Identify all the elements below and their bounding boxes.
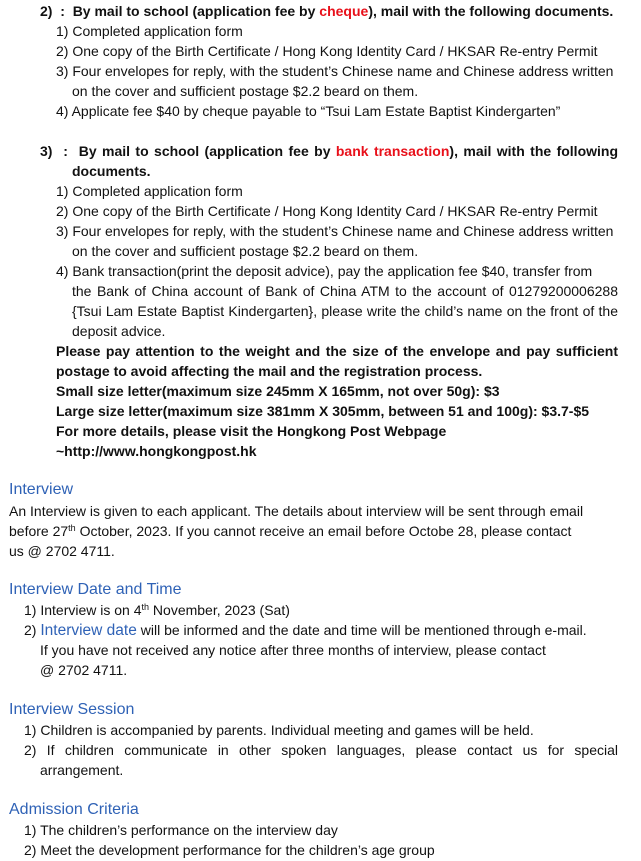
more-details-note: For more details, please visit the Hongkong Post Webpage — [56, 423, 447, 439]
item-text: Meet the development performance for the children’s age group — [40, 842, 435, 858]
sec2-item-3-cont: on the cover and sufficient postage $2.2 beard on them. — [72, 83, 419, 99]
hongkong-post-link[interactable]: ~http://www.hongkongpost.hk — [56, 443, 257, 459]
sec2-title-pre: By mail to school (application fee by — [72, 3, 320, 19]
sec2-number: 2) — [40, 3, 53, 19]
sec3-item-4-cont-1: the Bank of China account of Bank of China ATM to the account of 01279200006288 — [72, 283, 618, 299]
criteria-item-2 — [24, 840, 435, 860]
postage-note-1: Please pay attention to the weight and the size of the envelope and pay sufficient — [56, 343, 618, 359]
interview-contact: us @ 2702 4711. — [9, 543, 115, 559]
item-number: 1) — [24, 822, 37, 838]
sec2-colon: : — [60, 3, 65, 19]
interview-date-time-heading: Interview Date and Time — [9, 581, 182, 598]
item-number: 1) — [24, 602, 37, 618]
sec3-item-2 — [56, 201, 598, 221]
item-text: Applicate fee $40 by cheque payable to “Tsui Lam Estate Baptist Kindergarten” — [71, 103, 561, 119]
interview-date-highlight: Interview date — [40, 622, 137, 639]
interview-date-prefix: before 27 — [9, 523, 69, 539]
item-text-rest: November, 2023 (Sat) — [149, 602, 290, 618]
item-number: 2) — [24, 622, 37, 638]
sec3-title-post: ), mail with the following — [449, 143, 618, 159]
item-number: 4) — [56, 103, 69, 119]
item-text: The children’s performance on the interview day — [40, 822, 338, 838]
item-text: If children communicate in other spoken languages, please contact us for special — [46, 742, 618, 758]
item-number: 3) — [56, 63, 69, 79]
sec2-item-3 — [56, 61, 613, 81]
item-text: One copy of the Birth Certificate / Hong Kong Identity Card / HKSAR Re-entry Permit — [72, 43, 598, 59]
item-text: Children is accompanied by parents. Individual meeting and games will be held. — [40, 722, 534, 738]
date-time-item-1 — [24, 600, 290, 620]
item-text: Completed application form — [72, 23, 243, 39]
item-number: 1) — [24, 722, 37, 738]
sec2-heading — [40, 1, 613, 21]
ordinal-suffix: th — [68, 523, 76, 533]
date-time-item-2 — [24, 620, 587, 641]
interview-text-1: An Interview is given to each applicant. The details about interview will be sent through email — [9, 503, 584, 519]
sec2-item-4 — [56, 101, 560, 121]
item-text: Bank transaction(print the deposit advice), pay the application fee $40, transfer from — [72, 263, 593, 279]
interview-heading: Interview — [9, 481, 74, 498]
item-text: Four envelopes for reply, with the student’s Chinese name and Chinese address written — [72, 223, 614, 239]
sec3-item-4-cont-2: {Tsui Lam Estate Baptist Kindergarten}, please write the child’s name on the front of the — [72, 303, 618, 319]
ordinal-suffix: th — [141, 602, 150, 612]
sec3-heading-cont: documents. — [72, 163, 151, 179]
date-time-item-2-cont-1: If you have not received any notice after three months of interview, please contact — [40, 642, 546, 658]
sec3-item-3-cont: on the cover and sufficient postage $2.2 beard on them. — [72, 243, 419, 259]
item-text: Interview is on 4 — [40, 602, 142, 618]
sec3-item-4-cont-3: deposit advice. — [72, 323, 166, 339]
sec2-title-post: ), mail with the following documents. — [368, 3, 614, 19]
sec2-item-2 — [56, 41, 598, 61]
sec3-item-4 — [56, 261, 592, 281]
admission-criteria-heading: Admission Criteria — [9, 801, 139, 818]
sec3-item-1 — [56, 181, 243, 201]
sec2-cheque-highlight: cheque — [319, 3, 369, 19]
sec3-item-3 — [56, 221, 613, 241]
sec3-bank-highlight: bank transaction — [335, 143, 450, 159]
sec3-number: 3) — [40, 143, 53, 159]
item-number: 2) — [56, 203, 69, 219]
item-number: 2) — [24, 742, 37, 758]
item-number: 2) — [56, 43, 69, 59]
sec2-item-1 — [56, 21, 243, 41]
item-number: 4) — [56, 263, 69, 279]
date-time-item-2-cont-2: @ 2702 4711. — [40, 662, 128, 678]
item-text: Completed application form — [72, 183, 243, 199]
interview-date-rest: October, 2023. If you cannot receive an email before Octobe 28, please contact — [75, 523, 572, 539]
item-number: 1) — [56, 23, 69, 39]
sec3-title-pre: By mail to school (application fee by — [78, 143, 336, 159]
interview-text-2 — [9, 521, 571, 541]
session-item-2 — [24, 740, 618, 760]
item-number: 1) — [56, 183, 69, 199]
item-text: will be informed and the date and time will be mentioned through e-mail. — [136, 622, 587, 638]
sec3-colon: : — [63, 143, 68, 159]
criteria-item-1 — [24, 820, 338, 840]
item-text: Four envelopes for reply, with the student’s Chinese name and Chinese address written — [72, 63, 614, 79]
small-letter-note: Small size letter(maximum size 245mm X 165mm, not over 50g): $3 — [56, 383, 500, 399]
item-number: 3) — [56, 223, 69, 239]
session-item-1 — [24, 720, 534, 740]
interview-session-heading: Interview Session — [9, 701, 135, 718]
item-number: 2) — [24, 842, 37, 858]
session-item-2-cont: arrangement. — [40, 762, 124, 778]
item-text: One copy of the Birth Certificate / Hong Kong Identity Card / HKSAR Re-entry Permit — [72, 203, 598, 219]
large-letter-note: Large size letter(maximum size 381mm X 305mm, between 51 and 100g): $3.7-$5 — [56, 403, 590, 419]
postage-note-2: postage to avoid affecting the mail and the registration process. — [56, 363, 483, 379]
sec3-heading — [40, 141, 618, 161]
